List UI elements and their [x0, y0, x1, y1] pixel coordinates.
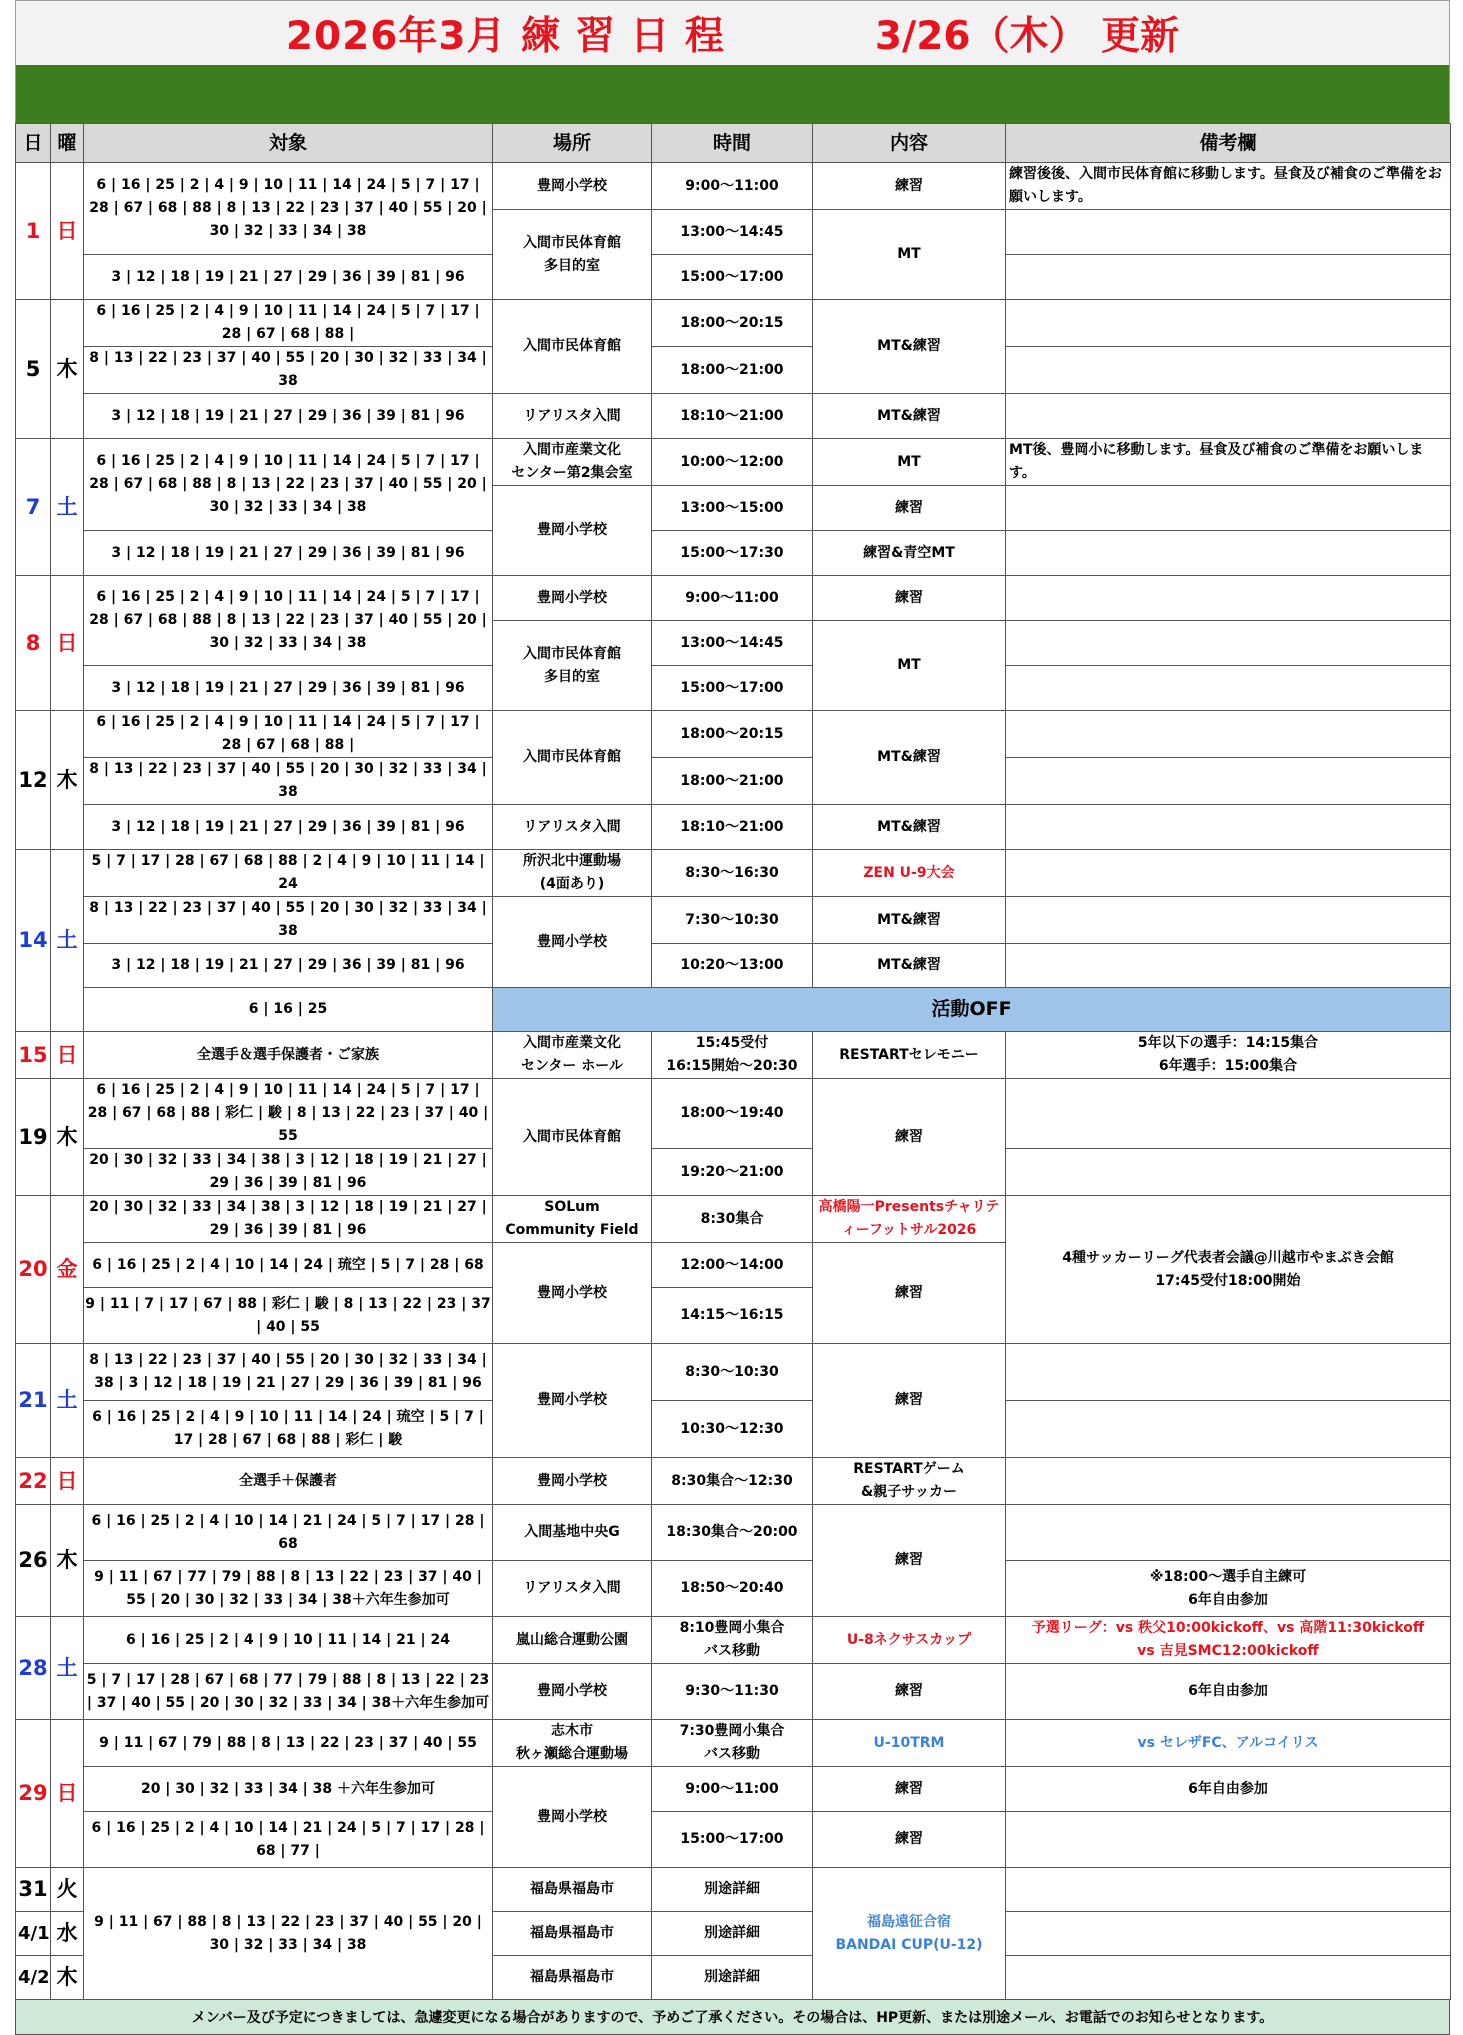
place-cell: 入間市民体育館 多目的室 [493, 210, 652, 300]
place-cell: 入間市民体育館 [493, 1079, 652, 1196]
remarks-cell [1006, 1956, 1451, 2000]
schedule-sheet [15, 0, 1450, 2035]
time-cell: 10:00～12:00 [652, 439, 813, 486]
dow-cell: 金 [51, 1196, 84, 1344]
dow-cell: 日 [51, 1458, 84, 1505]
target-cell: 3 | 12 | 18 | 19 | 21 | 27 | 29 | 36 | 39 | 81 | 96 [84, 394, 493, 439]
content-cell: U-8ネクサスカップ [813, 1617, 1006, 1664]
time-cell: 9:00～11:00 [652, 163, 813, 210]
place-cell: 入間市産業文化 センター ホール [493, 1032, 652, 1079]
place-cell: 豊岡小学校 [493, 1458, 652, 1505]
content-cell: ZEN U-9大会 [813, 850, 1006, 897]
table-row [16, 1812, 1451, 1868]
time-cell: 18:10～21:00 [652, 805, 813, 850]
col-dow: 曜 [51, 124, 84, 163]
day-cell: 19 [16, 1079, 51, 1196]
target-cell: 6 | 16 | 25 [84, 988, 493, 1032]
remarks-cell [1006, 621, 1451, 666]
remarks-cell: 練習後後、入間市民体育館に移動します。昼食及び補食のご準備をお願いします。 [1006, 163, 1451, 210]
target-cell: 6 | 16 | 25 | 2 | 4 | 9 | 10 | 11 | 14 | 24 | 琉空 | 5 | 7 | 17 | 28 | 67 | 68 | 88 | 彩仁 | 駿 [84, 1401, 493, 1458]
table-row [16, 163, 1451, 210]
place-cell: 福島県福島市 [493, 1912, 652, 1956]
table-row [16, 1617, 1451, 1664]
place-cell: 入間市産業文化 センター第2集会室 [493, 439, 652, 486]
target-cell: 全選手＋保護者 [84, 1458, 493, 1505]
page-title: 2026年3月 練 習 日 程 [285, 14, 725, 59]
remarks-cell [1006, 897, 1451, 944]
target-cell: 9 | 11 | 7 | 17 | 67 | 88 | 彩仁 | 駿 | 8 | 13 | 22 | 23 | 37 | 40 | 55 [84, 1288, 493, 1344]
time-cell: 8:30集合 [652, 1196, 813, 1243]
dow-cell: 日 [51, 163, 84, 300]
remarks-cell [1006, 210, 1451, 255]
target-cell: 6 | 16 | 25 | 2 | 4 | 9 | 10 | 11 | 14 | 24 | 5 | 7 | 17 | 28 | 67 | 68 | 88 | 8 | 13 | 22 | 23 | 37 | 40 | 55 | 20 | 30 | 32 | 33 | 34 | 38 [84, 163, 493, 255]
content-cell: RESTARTセレモニー [813, 1032, 1006, 1079]
target-cell: 6 | 16 | 25 | 2 | 4 | 9 | 10 | 11 | 14 | 24 | 5 | 7 | 17 | 28 | 67 | 68 | 88 | 8 | 13 | 22 | 23 | 37 | 40 | 55 | 20 | 30 | 32 | 33 | 34 | 38 [84, 439, 493, 531]
place-cell: 豊岡小学校 [493, 1243, 652, 1344]
time-cell: 8:30集合～12:30 [652, 1458, 813, 1505]
table-row [16, 1401, 1451, 1458]
table-row [16, 1079, 1451, 1149]
dow-cell: 土 [51, 1617, 84, 1720]
dow-cell: 水 [51, 1912, 84, 1956]
col-place: 場所 [493, 124, 652, 163]
content-cell: MT&練習 [813, 897, 1006, 944]
place-cell: 豊岡小学校 [493, 576, 652, 621]
remarks-cell [1006, 1868, 1451, 1912]
content-cell: 福島遠征合宿 BANDAI CUP(U-12) [813, 1868, 1006, 2000]
remarks-cell: 予選リーグ：vs 秩父10:00kickoff、vs 高階11:30kickoff vs 吉見SMC12:00kickoff [1006, 1617, 1451, 1664]
dow-cell: 木 [51, 300, 84, 439]
remarks-cell [1006, 531, 1451, 576]
table-row [16, 1196, 1451, 1243]
content-cell: 練習 [813, 1664, 1006, 1720]
content-cell: 練習 [813, 1505, 1006, 1617]
target-cell: 3 | 12 | 18 | 19 | 21 | 27 | 29 | 36 | 39 | 81 | 96 [84, 666, 493, 711]
remarks-cell: 6年自由参加 [1006, 1767, 1451, 1812]
remarks-cell [1006, 758, 1451, 805]
remarks-cell [1006, 666, 1451, 711]
place-cell: 豊岡小学校 [493, 1344, 652, 1458]
dow-cell: 土 [51, 439, 84, 576]
table-row [16, 850, 1451, 897]
content-cell: MT&練習 [813, 394, 1006, 439]
content-cell: RESTARTゲーム &親子サッカー [813, 1458, 1006, 1505]
target-cell: 6 | 16 | 25 | 2 | 4 | 9 | 10 | 11 | 14 | 24 | 5 | 7 | 17 | 28 | 67 | 68 | 88 | 彩仁 | 駿 | 8 | 13 | 22 | 23 | 37 | 40 | 55 [84, 1079, 493, 1149]
content-cell: 練習 [813, 163, 1006, 210]
remarks-cell [1006, 805, 1451, 850]
dow-cell: 土 [51, 850, 84, 1032]
header-band [15, 65, 1450, 123]
place-cell: リアリスタ入間 [493, 394, 652, 439]
remarks-cell: 4種サッカーリーグ代表者会議@川越市やまぶき会館 17:45受付18:00開始 [1006, 1196, 1451, 1344]
day-cell: 7 [16, 439, 51, 576]
time-cell: 18:00～21:00 [652, 347, 813, 394]
table-row [16, 255, 1451, 300]
time-cell: 15:00～17:30 [652, 531, 813, 576]
content-cell: 練習 [813, 1767, 1006, 1812]
time-cell: 18:00～21:00 [652, 758, 813, 805]
target-cell: 6 | 16 | 25 | 2 | 4 | 10 | 14 | 21 | 24 | 5 | 7 | 17 | 28 | 68 | 77 | [84, 1812, 493, 1868]
remarks-cell [1006, 486, 1451, 531]
time-cell: 14:15～16:15 [652, 1288, 813, 1344]
time-cell: 18:50～20:40 [652, 1561, 813, 1617]
target-cell: 20 | 30 | 32 | 33 | 34 | 38 ＋六年生参加可 [84, 1767, 493, 1812]
dow-cell: 土 [51, 1344, 84, 1458]
content-cell: MT&練習 [813, 711, 1006, 805]
table-row [16, 1149, 1451, 1196]
col-time: 時間 [652, 124, 813, 163]
remarks-cell [1006, 255, 1451, 300]
time-cell: 13:00～14:45 [652, 621, 813, 666]
place-cell: 豊岡小学校 [493, 486, 652, 576]
target-cell: 9 | 11 | 67 | 77 | 79 | 88 | 8 | 13 | 22 | 23 | 37 | 40 | 55 | 20 | 30 | 32 | 33 | 34 | 38＋六年生参加可 [84, 1561, 493, 1617]
remarks-cell [1006, 1912, 1451, 1956]
remarks-cell: vs セレザFC、アルコイリス [1006, 1720, 1451, 1767]
time-cell: 18:30集合～20:00 [652, 1505, 813, 1561]
remarks-cell: MT後、豊岡小に移動します。昼食及び補食のご準備をお願いします。 [1006, 439, 1451, 486]
target-cell: 9 | 11 | 67 | 79 | 88 | 8 | 13 | 22 | 23 | 37 | 40 | 55 [84, 1720, 493, 1767]
target-cell: 5 | 7 | 17 | 28 | 67 | 68 | 77 | 79 | 88 | 8 | 13 | 22 | 23 | 37 | 40 | 55 | 20 | 30 | 32 | 33 | 34 | 38＋六年生参加可 [84, 1664, 493, 1720]
place-cell: 入間市民体育館 [493, 711, 652, 805]
dow-cell: 日 [51, 1720, 84, 1868]
time-cell: 13:00～15:00 [652, 486, 813, 531]
time-cell: 15:45受付 16:15開始～20:30 [652, 1032, 813, 1079]
activity-off-band: 活動OFF [493, 988, 1451, 1032]
content-cell: 練習 [813, 1812, 1006, 1868]
place-cell: 入間市民体育館 多目的室 [493, 621, 652, 711]
table-row [16, 1505, 1451, 1561]
content-cell: MT&練習 [813, 300, 1006, 394]
place-cell: 豊岡小学校 [493, 1664, 652, 1720]
place-cell: 入間市民体育館 [493, 300, 652, 394]
dow-cell: 木 [51, 1079, 84, 1196]
content-cell: 練習 [813, 1344, 1006, 1458]
day-cell: 1 [16, 163, 51, 300]
target-cell: 6 | 16 | 25 | 2 | 4 | 10 | 14 | 24 | 琉空 | 5 | 7 | 28 | 68 [84, 1243, 493, 1288]
remarks-cell [1006, 576, 1451, 621]
remarks-cell: 6年自由参加 [1006, 1664, 1451, 1720]
time-cell: 18:00～20:15 [652, 300, 813, 347]
dow-cell: 日 [51, 576, 84, 711]
dow-cell: 火 [51, 1868, 84, 1912]
time-cell: 9:00～11:00 [652, 1767, 813, 1812]
target-cell: 3 | 12 | 18 | 19 | 21 | 27 | 29 | 36 | 39 | 81 | 96 [84, 255, 493, 300]
content-cell: 練習 [813, 576, 1006, 621]
table-row [16, 1664, 1451, 1720]
day-cell: 4/1 [16, 1912, 51, 1956]
target-cell: 8 | 13 | 22 | 23 | 37 | 40 | 55 | 20 | 30 | 32 | 33 | 34 | 38 [84, 347, 493, 394]
content-cell: MT&練習 [813, 805, 1006, 850]
table-row [16, 988, 1451, 1032]
target-cell: 6 | 16 | 25 | 2 | 4 | 10 | 14 | 21 | 24 | 5 | 7 | 17 | 28 | 68 [84, 1505, 493, 1561]
time-cell: 18:00～20:15 [652, 711, 813, 758]
table-row [16, 805, 1451, 850]
table-row [16, 439, 1451, 486]
place-cell: 志木市 秋ヶ瀬総合運動場 [493, 1720, 652, 1767]
place-cell: 入間基地中央G [493, 1505, 652, 1561]
content-cell: U-10TRM [813, 1720, 1006, 1767]
target-cell: 全選手＆選手保護者・ご家族 [84, 1032, 493, 1079]
table-row [16, 1561, 1451, 1617]
remarks-cell [1006, 944, 1451, 988]
table-row [16, 347, 1451, 394]
day-cell: 12 [16, 711, 51, 850]
dow-cell: 木 [51, 711, 84, 850]
day-cell: 31 [16, 1868, 51, 1912]
time-cell: 15:00～17:00 [652, 1812, 813, 1868]
table-row [16, 300, 1451, 347]
day-cell: 28 [16, 1617, 51, 1720]
dow-cell: 木 [51, 1505, 84, 1617]
time-cell: 10:20～13:00 [652, 944, 813, 988]
time-cell: 9:30～11:30 [652, 1664, 813, 1720]
target-cell: 3 | 12 | 18 | 19 | 21 | 27 | 29 | 36 | 39 | 81 | 96 [84, 805, 493, 850]
target-cell: 20 | 30 | 32 | 33 | 34 | 38 | 3 | 12 | 18 | 19 | 21 | 27 | 29 | 36 | 39 | 81 | 96 [84, 1149, 493, 1196]
remarks-cell [1006, 1079, 1451, 1149]
table-row [16, 531, 1451, 576]
table-row [16, 1720, 1451, 1767]
col-remarks: 備考欄 [1006, 124, 1451, 163]
dow-cell: 木 [51, 1956, 84, 2000]
column-header-row [16, 124, 1451, 163]
content-cell: 練習&青空MT [813, 531, 1006, 576]
table-row [16, 1868, 1451, 1912]
table-row [16, 1767, 1451, 1812]
day-cell: 20 [16, 1196, 51, 1344]
content-cell: 練習 [813, 486, 1006, 531]
schedule-table [15, 123, 1451, 2000]
target-cell: 5 | 7 | 17 | 28 | 67 | 68 | 88 | 2 | 4 | 9 | 10 | 11 | 14 | 24 [84, 850, 493, 897]
place-cell: 福島県福島市 [493, 1868, 652, 1912]
dow-cell: 日 [51, 1032, 84, 1079]
day-cell: 15 [16, 1032, 51, 1079]
content-cell: MT [813, 621, 1006, 711]
updated-date: 3/26（木） 更新 [874, 14, 1180, 59]
target-cell: 6 | 16 | 25 | 2 | 4 | 9 | 10 | 11 | 14 | 24 | 5 | 7 | 17 | 28 | 67 | 68 | 88 | [84, 711, 493, 758]
title-bar [15, 0, 1450, 65]
day-cell: 14 [16, 850, 51, 1032]
day-cell: 22 [16, 1458, 51, 1505]
place-cell: リアリスタ入間 [493, 1561, 652, 1617]
time-cell: 7:30豊岡小集合 バス移動 [652, 1720, 813, 1767]
content-cell: MT [813, 210, 1006, 300]
place-cell: 豊岡小学校 [493, 163, 652, 210]
target-cell: 3 | 12 | 18 | 19 | 21 | 27 | 29 | 36 | 39 | 81 | 96 [84, 944, 493, 988]
place-cell: 所沢北中運動場 (4面あり) [493, 850, 652, 897]
table-row [16, 394, 1451, 439]
time-cell: 10:30～12:30 [652, 1401, 813, 1458]
table-row [16, 758, 1451, 805]
table-row [16, 897, 1451, 944]
remarks-cell [1006, 1401, 1451, 1458]
footer-notice: メンバー及び予定につきましては、急遽変更になる場合がありますので、予めご了承ください。その場合は、HP更新、または別途メール、お電話でのお知らせとなります。 [15, 2000, 1450, 2035]
table-row [16, 1344, 1451, 1401]
time-cell: 15:00～17:00 [652, 666, 813, 711]
target-cell: 8 | 13 | 22 | 23 | 37 | 40 | 55 | 20 | 30 | 32 | 33 | 34 | 38 [84, 897, 493, 944]
remarks-cell [1006, 711, 1451, 758]
col-content: 内容 [813, 124, 1006, 163]
target-cell: 6 | 16 | 25 | 2 | 4 | 9 | 10 | 11 | 14 | 24 | 5 | 7 | 17 | 28 | 67 | 68 | 88 | 8 | 13 | 22 | 23 | 37 | 40 | 55 | 20 | 30 | 32 | 33 | 34 | 38 [84, 576, 493, 666]
place-cell: 豊岡小学校 [493, 1767, 652, 1868]
remarks-cell: ※18:00～選手自主練可 6年自由参加 [1006, 1561, 1451, 1617]
target-cell: 9 | 11 | 67 | 88 | 8 | 13 | 22 | 23 | 37 | 40 | 55 | 20 | 30 | 32 | 33 | 34 | 38 [84, 1868, 493, 2000]
content-cell: MT&練習 [813, 944, 1006, 988]
remarks-cell [1006, 1458, 1451, 1505]
target-cell: 6 | 16 | 25 | 2 | 4 | 9 | 10 | 11 | 14 | 24 | 5 | 7 | 17 | 28 | 67 | 68 | 88 | [84, 300, 493, 347]
remarks-cell [1006, 300, 1451, 347]
time-cell: 15:00～17:00 [652, 255, 813, 300]
target-cell: 6 | 16 | 25 | 2 | 4 | 9 | 10 | 11 | 14 | 21 | 24 [84, 1617, 493, 1664]
day-cell: 21 [16, 1344, 51, 1458]
col-target: 対象 [84, 124, 493, 163]
target-cell: 20 | 30 | 32 | 33 | 34 | 38 | 3 | 12 | 18 | 19 | 21 | 27 | 29 | 36 | 39 | 81 | 96 [84, 1196, 493, 1243]
place-cell: 嵐山総合運動公園 [493, 1617, 652, 1664]
remarks-cell [1006, 347, 1451, 394]
time-cell: 9:00～11:00 [652, 576, 813, 621]
remarks-cell [1006, 1344, 1451, 1401]
time-cell: 別途詳細 [652, 1956, 813, 2000]
content-cell: 高橋陽一Presentsチャリティーフットサル2026 [813, 1196, 1006, 1243]
time-cell: 8:30～10:30 [652, 1344, 813, 1401]
table-row [16, 944, 1451, 988]
place-cell: 豊岡小学校 [493, 897, 652, 988]
day-cell: 4/2 [16, 1956, 51, 2000]
table-row [16, 711, 1451, 758]
time-cell: 19:20～21:00 [652, 1149, 813, 1196]
remarks-cell [1006, 1149, 1451, 1196]
remarks-cell [1006, 1812, 1451, 1868]
target-cell: 3 | 12 | 18 | 19 | 21 | 27 | 29 | 36 | 39 | 81 | 96 [84, 531, 493, 576]
table-row [16, 576, 1451, 621]
time-cell: 18:00～19:40 [652, 1079, 813, 1149]
day-cell: 29 [16, 1720, 51, 1868]
table-row [16, 666, 1451, 711]
day-cell: 5 [16, 300, 51, 439]
time-cell: 12:00～14:00 [652, 1243, 813, 1288]
remarks-cell [1006, 394, 1451, 439]
day-cell: 8 [16, 576, 51, 711]
table-row [16, 1032, 1451, 1079]
time-cell: 13:00～14:45 [652, 210, 813, 255]
place-cell: 福島県福島市 [493, 1956, 652, 2000]
content-cell: MT [813, 439, 1006, 486]
table-row [16, 1458, 1451, 1505]
time-cell: 別途詳細 [652, 1912, 813, 1956]
col-day: 日 [16, 124, 51, 163]
time-cell: 別途詳細 [652, 1868, 813, 1912]
time-cell: 7:30～10:30 [652, 897, 813, 944]
time-cell: 18:10～21:00 [652, 394, 813, 439]
time-cell: 8:30～16:30 [652, 850, 813, 897]
content-cell: 練習 [813, 1243, 1006, 1344]
place-cell: SOLum Community Field [493, 1196, 652, 1243]
day-cell: 26 [16, 1505, 51, 1617]
remarks-cell [1006, 850, 1451, 897]
remarks-cell: 5年以下の選手：14:15集合 6年選手：15:00集合 [1006, 1032, 1451, 1079]
target-cell: 8 | 13 | 22 | 23 | 37 | 40 | 55 | 20 | 30 | 32 | 33 | 34 | 38 | 3 | 12 | 18 | 19 | 21 | 27 | 29 | 36 | 39 | 81 | 96 [84, 1344, 493, 1401]
content-cell: 練習 [813, 1079, 1006, 1196]
time-cell: 8:10豊岡小集合 バス移動 [652, 1617, 813, 1664]
target-cell: 8 | 13 | 22 | 23 | 37 | 40 | 55 | 20 | 30 | 32 | 33 | 34 | 38 [84, 758, 493, 805]
remarks-cell [1006, 1505, 1451, 1561]
place-cell: リアリスタ入間 [493, 805, 652, 850]
